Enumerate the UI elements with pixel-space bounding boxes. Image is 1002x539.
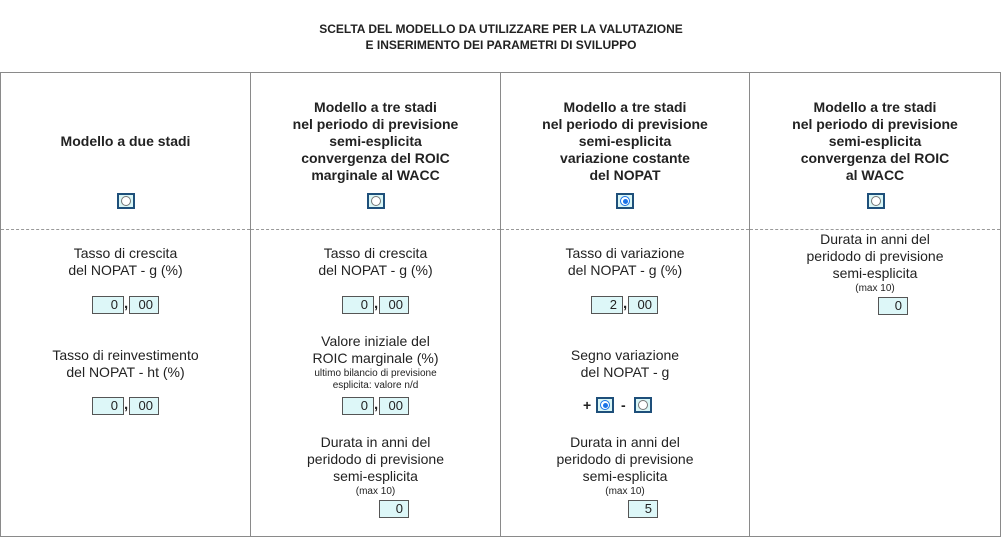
model-title: Modello a tre stadi nel periodo di previsione semi-esplicita convergenza del ROIC marginale al WACC	[292, 99, 459, 183]
variation-int-input[interactable]: 2	[591, 296, 623, 314]
reinvestment-int-input[interactable]: 0	[92, 397, 124, 415]
sign-plus-radio[interactable]	[596, 397, 614, 413]
model-title: Modello a due stadi	[60, 133, 191, 149]
radio-dot-selected	[620, 196, 630, 206]
growth-dec-input[interactable]: 00	[379, 296, 409, 314]
duration-max-note: (max 10)	[855, 283, 895, 294]
model-header	[501, 73, 749, 230]
decimal-comma: ,	[124, 396, 129, 413]
sign-minus-radio[interactable]	[634, 397, 652, 413]
radio-dot	[371, 196, 381, 206]
model-header	[1, 73, 250, 230]
variation-rate-label: Tasso di variazione del NOPAT - g (%)	[565, 245, 685, 278]
model-column-two-stage	[1, 73, 251, 536]
growth-int-input[interactable]: 0	[342, 296, 374, 314]
duration-input[interactable]: 0	[878, 297, 908, 315]
duration-label: Durata in anni del peridodo di previsione semi-esplicita	[307, 434, 444, 484]
roic-int-input[interactable]: 0	[342, 397, 374, 415]
page-title-line2: E INSERIMENTO DEI PARAMETRI DI SVILUPPO	[365, 38, 637, 52]
radio-dot	[638, 400, 648, 410]
growth-rate-label: Tasso di crescita del NOPAT - g (%)	[68, 245, 183, 278]
duration-label: Durata in anni del peridodo di previsione semi-esplicita	[806, 231, 944, 281]
model-radio-nopat-variation[interactable]	[616, 193, 634, 209]
duration-input[interactable]: 5	[628, 500, 658, 518]
page-title	[0, 21, 1002, 53]
roic-note: ultimo bilancio di previsione esplicita: valore n/d	[314, 368, 437, 391]
model-column-three-stage-roic-marginal	[251, 73, 501, 536]
growth-int-input[interactable]: 0	[92, 296, 124, 314]
radio-dot	[121, 196, 131, 206]
minus-sign-label: -	[621, 397, 626, 413]
model-radio-roic-wacc[interactable]	[867, 193, 885, 209]
model-radio-two-stage[interactable]	[117, 193, 135, 209]
decimal-comma: ,	[623, 295, 628, 312]
duration-input[interactable]: 0	[379, 500, 409, 518]
radio-dot-selected	[600, 400, 610, 410]
duration-label: Durata in anni del peridodo di previsione semi-esplicita	[556, 434, 694, 484]
model-column-three-stage-roic-wacc	[750, 73, 1001, 536]
duration-max-note: (max 10)	[605, 486, 645, 497]
decimal-comma: ,	[374, 295, 379, 312]
growth-dec-input[interactable]: 00	[129, 296, 159, 314]
sign-variation-label: Segno variazione del NOPAT - g	[570, 347, 680, 380]
reinvestment-rate-label: Tasso di reinvestimento del NOPAT - ht (%)	[52, 347, 199, 380]
radio-dot	[871, 196, 881, 206]
model-header	[750, 73, 1000, 230]
plus-sign-label: +	[583, 397, 592, 413]
model-title: Modello a tre stadi nel periodo di previsione semi-esplicita variazione costante del NOPAT	[542, 99, 708, 183]
decimal-comma: ,	[374, 396, 379, 413]
variation-dec-input[interactable]: 00	[628, 296, 658, 314]
reinvestment-dec-input[interactable]: 00	[129, 397, 159, 415]
model-title: Modello a tre stadi nel periodo di previsione semi-esplicita convergenza del ROIC al WACC	[792, 99, 958, 183]
roic-initial-label: Valore iniziale del ROIC marginale (%)	[312, 333, 439, 366]
model-header	[251, 73, 500, 230]
growth-rate-label: Tasso di crescita del NOPAT - g (%)	[318, 245, 433, 278]
roic-dec-input[interactable]: 00	[379, 397, 409, 415]
model-radio-roic-marginal[interactable]	[367, 193, 385, 209]
duration-max-note: (max 10)	[355, 486, 396, 497]
model-selection-grid	[0, 72, 1001, 537]
decimal-comma: ,	[124, 295, 129, 312]
page-title-line1: SCELTA DEL MODELLO DA UTILIZZARE PER LA VALUTAZIONE	[319, 22, 683, 36]
model-column-three-stage-nopat-variation	[501, 73, 750, 536]
